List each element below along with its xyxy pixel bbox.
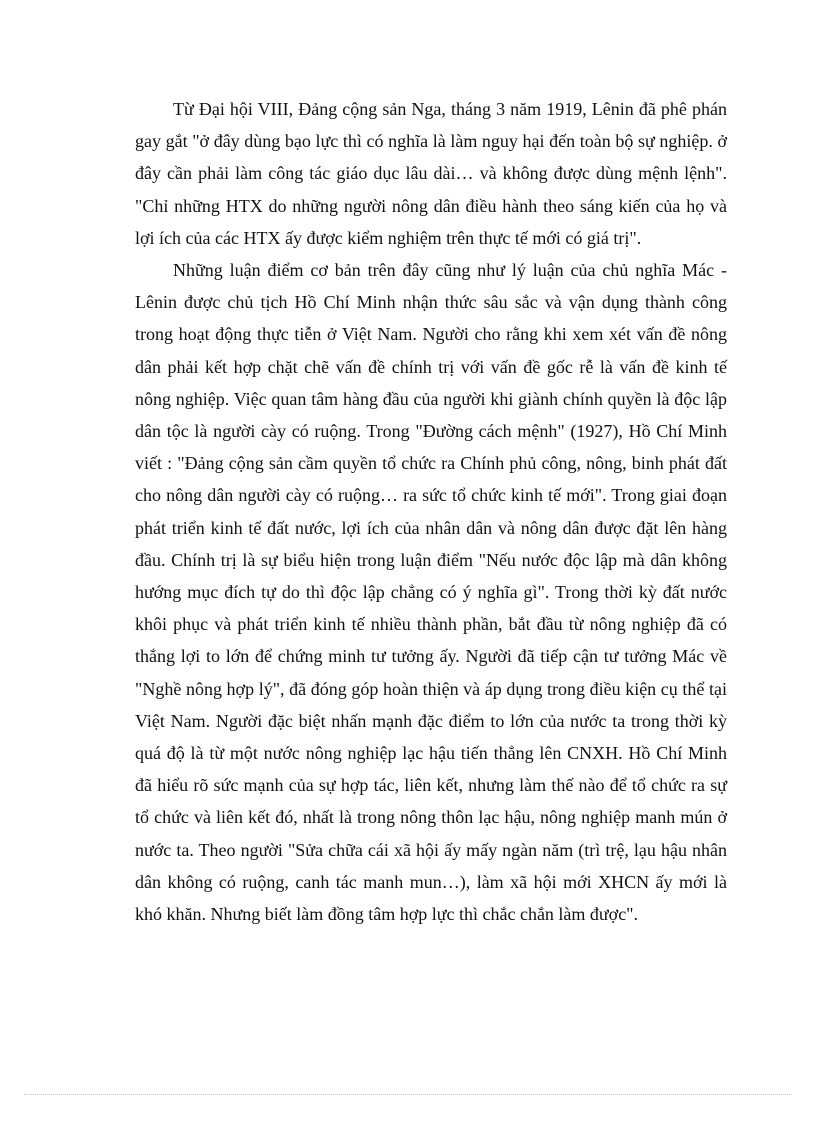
document-body bbox=[135, 93, 727, 930]
paragraph-2: Những luận điểm cơ bản trên đây cũng như lý luận của chủ nghĩa Mác - Lênin được chủ tịch Hồ Chí Minh nhận thức sâu sắc và vận dụng thành công trong hoạt động thực tiễn ở Việt Nam. Người cho rằng khi xem xét vấn đề nông dân phải kết hợp chặt chẽ vấn đề chính trị với vấn đề gốc rễ là vấn đề kinh tế nông nghiệp. Việc quan tâm hàng đầu của người khi giành chính quyền là độc lập dân tộc là người cày có ruộng. Trong "Đường cách mệnh" (1927), Hồ Chí Minh viết : "Đảng cộng sản cầm quyền tổ chức ra Chính phủ công, nông, binh phát đất cho nông dân người cày có ruộng… ra sức tổ chức kinh tế mới". Trong giai đoạn phát triển kinh tế đất nước, lợi ích của nhân dân và nông dân được đặt lên hàng đầu. Chính trị là sự biểu hiện trong luận điểm "Nếu nước độc lập mà dân không hướng mục đích tự do thì độc lập chẳng có ý nghĩa gì". Trong thời kỳ đất nước khôi phục và phát triển kinh tế nhiều thành phần, bắt đầu từ nông nghiệp đã có thắng lợi to lớn để chứng minh tư tưởng ấy. Người đã tiếp cận tư tưởng Mác về "Nghề nông hợp lý", đã đóng góp hoàn thiện và áp dụng trong điều kiện cụ thể tại Việt Nam. Người đặc biệt nhấn mạnh đặc điểm to lớn của nước ta trong thời kỳ quá độ là từ một nước nông nghiệp lạc hậu tiến thẳng lên CNXH. Hồ Chí Minh đã hiểu rõ sức mạnh của sự hợp tác, liên kết, nhưng làm thế nào để tổ chức ra sự tổ chức và liên kết đó, nhất là trong nông thôn lạc hậu, nông nghiệp manh mún ở nước ta. Theo người "Sửa chữa cái xã hội ấy mấy ngàn năm (trì trệ, lạu hậu nhân dân không có ruộng, canh tác manh mun…), làm xã hội mới XHCN ấy mới là khó khăn. Nhưng biết làm đồng tâm hợp lực thì chắc chắn làm được". bbox=[135, 260, 727, 925]
page-bottom-divider bbox=[24, 1094, 792, 1095]
paragraph-1: Từ Đại hội VIII, Đảng cộng sản Nga, tháng 3 năm 1919, Lênin đã phê phán gay gắt "ở đây dùng bạo lực thì có nghĩa là làm nguy hại đến toàn bộ sự nghiệp. ở đây cần phải làm công tác giáo dục lâu dài… và không được dùng mệnh lệnh". "Chỉ những HTX do những người nông dân điều hành theo sáng kiến của họ và lợi ích của các HTX ấy được kiểm nghiệm trên thực tế mới có giá trị". bbox=[135, 99, 727, 248]
